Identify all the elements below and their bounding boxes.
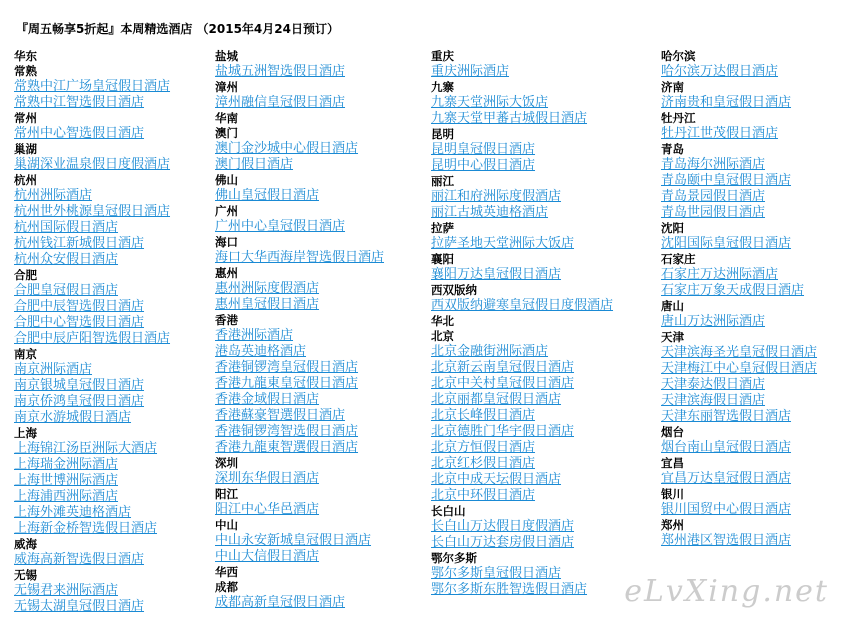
hotel-link[interactable]: 重庆洲际酒店 [431,64,510,79]
hotel-link[interactable]: 石家庄万象天成假日酒店 [661,283,805,298]
hotel-link[interactable]: 北京新云南皇冠假日酒店 [431,360,575,375]
hotel-link[interactable]: 北京金融街洲际酒店 [431,344,549,359]
hotel-link[interactable]: 常州中心智选假日酒店 [14,126,145,141]
hotel-link[interactable]: 成都高新皇冠假日酒店 [215,595,346,610]
hotel-link[interactable]: 杭州钱江新城假日酒店 [14,236,145,251]
city-heading: 澳门 [215,126,238,140]
region-heading: 华南 [215,111,238,125]
city-heading: 襄阳 [431,252,454,266]
hotel-link[interactable]: 澳门金沙城中心假日酒店 [215,141,359,156]
hotel-link[interactable]: 巢湖深业温泉假日度假酒店 [14,157,171,172]
hotel-link[interactable]: 青岛海尔洲际酒店 [661,157,766,172]
hotel-link[interactable]: 惠州洲际度假酒店 [215,281,320,296]
hotel-link[interactable]: 西双版纳避寒皇冠假日度假酒店 [431,298,614,313]
hotel-link[interactable]: 北京方恒假日酒店 [431,440,536,455]
hotel-link[interactable]: 深圳东华假日酒店 [215,471,320,486]
hotel-link[interactable]: 杭州世外桃源皇冠假日酒店 [14,204,171,219]
hotel-link[interactable]: 香港金域假日酒店 [215,392,320,407]
city-heading: 上海 [14,426,37,440]
hotel-link[interactable]: 佛山皇冠假日酒店 [215,188,320,203]
hotel-link[interactable]: 哈尔滨万达假日酒店 [661,64,779,79]
city-heading: 无锡 [14,568,37,582]
hotel-link[interactable]: 香港铜锣湾皇冠假日酒店 [215,360,359,375]
city-heading: 重庆 [431,49,454,63]
city-heading: 沈阳 [661,221,684,235]
hotel-link[interactable]: 澳门假日酒店 [215,157,294,172]
hotel-link[interactable]: 鄂尔多斯东胜智选假日酒店 [431,582,588,597]
hotel-link[interactable]: 济南贵和皇冠假日酒店 [661,95,792,110]
city-heading: 惠州 [215,266,238,280]
column-3 [431,49,646,598]
hotel-link[interactable]: 昆明皇冠假日酒店 [431,142,536,157]
hotel-link[interactable]: 昆明中心假日酒店 [431,158,536,173]
city-heading: 北京 [431,329,454,343]
city-heading: 常熟 [14,64,37,78]
hotel-link[interactable]: 天津滨海假日酒店 [661,393,766,408]
hotel-link[interactable]: 丽江古城英迪格酒店 [431,205,549,220]
hotel-link[interactable]: 常熟中江智选假日酒店 [14,95,145,110]
city-heading: 西双版纳 [431,283,477,297]
city-heading: 海口 [215,235,238,249]
watermark: eLvXing.net [624,574,829,609]
city-heading: 盐城 [215,49,238,63]
hotel-link[interactable]: 杭州众安假日酒店 [14,252,119,267]
hotel-link[interactable]: 银川国贸中心假日酒店 [661,502,792,517]
hotel-link[interactable]: 天津梅江中心皇冠假日酒店 [661,361,818,376]
hotel-link[interactable]: 南京银城皇冠假日酒店 [14,378,145,393]
city-heading: 合肥 [14,268,37,282]
hotel-link[interactable]: 香港九龍東智選假日酒店 [215,440,359,455]
city-heading: 哈尔滨 [661,49,696,63]
hotel-link[interactable]: 惠州皇冠假日酒店 [215,297,320,312]
hotel-link[interactable]: 石家庄万达洲际酒店 [661,267,779,282]
hotel-link[interactable]: 烟台南山皇冠假日酒店 [661,440,792,455]
hotel-link[interactable]: 杭州洲际酒店 [14,188,93,203]
hotel-link[interactable]: 上海锦江汤臣洲际大酒店 [14,441,158,456]
hotel-link[interactable]: 漳州融信皇冠假日酒店 [215,95,346,110]
hotel-link[interactable]: 九寨天堂洲际大饭店 [431,95,549,110]
hotel-link[interactable]: 无锡太湖皇冠假日酒店 [14,599,145,614]
hotel-link[interactable]: 南京水游城假日酒店 [14,410,132,425]
city-heading: 郑州 [661,518,684,532]
hotel-link[interactable]: 北京中成天坛假日酒店 [431,472,562,487]
hotel-link[interactable]: 南京洲际酒店 [14,362,93,377]
city-heading: 广州 [215,204,238,218]
hotel-link[interactable]: 上海新金桥智选假日酒店 [14,521,158,536]
hotel-link[interactable]: 合肥中辰庐阳智选假日酒店 [14,331,171,346]
city-heading: 长白山 [431,504,466,518]
hotel-link[interactable]: 常熟中江广场皇冠假日酒店 [14,79,171,94]
hotel-link[interactable]: 上海浦西洲际酒店 [14,489,119,504]
hotel-link[interactable]: 长白山万达假日度假酒店 [431,519,575,534]
hotel-link[interactable]: 九寨天堂甲蕃古城假日酒店 [431,111,588,126]
hotel-link[interactable]: 丽江和府洲际度假酒店 [431,189,562,204]
city-heading: 昆明 [431,127,454,141]
city-heading: 丽江 [431,174,454,188]
region-heading: 华西 [215,565,238,579]
city-heading: 阳江 [215,487,238,501]
region-heading: 华北 [431,314,454,328]
city-heading: 威海 [14,537,37,551]
city-heading: 巢湖 [14,142,37,156]
city-heading: 宜昌 [661,456,684,470]
hotel-link[interactable]: 香港九龍東皇冠假日酒店 [215,376,359,391]
hotel-link[interactable]: 宜昌万达皇冠假日酒店 [661,471,792,486]
city-heading: 牡丹江 [661,111,696,125]
column-2 [215,49,430,611]
hotel-link[interactable]: 杭州国际假日酒店 [14,220,119,235]
hotel-link[interactable]: 北京红杉假日酒店 [431,456,536,471]
hotel-link[interactable]: 港岛英迪格酒店 [215,344,307,359]
hotel-link[interactable]: 沈阳国际皇冠假日酒店 [661,236,792,251]
hotel-link[interactable]: 青岛世园假日酒店 [661,205,766,220]
city-heading: 烟台 [661,425,684,439]
hotel-link[interactable]: 香港洲际酒店 [215,328,294,343]
hotel-link[interactable]: 无锡君来洲际酒店 [14,583,119,598]
hotel-link[interactable]: 上海世博洲际酒店 [14,473,119,488]
city-heading: 漳州 [215,80,238,94]
hotel-link[interactable]: 北京丽都皇冠假日酒店 [431,392,562,407]
hotel-link[interactable]: 海口大华西海岸智选假日酒店 [215,250,385,265]
hotel-link[interactable]: 襄阳万达皇冠假日酒店 [431,267,562,282]
hotel-link[interactable]: 上海瑞金洲际酒店 [14,457,119,472]
hotel-link[interactable]: 天津东丽智选假日酒店 [661,409,792,424]
city-heading: 银川 [661,487,684,501]
hotel-link[interactable]: 广州中心皇冠假日酒店 [215,219,346,234]
city-heading: 深圳 [215,456,238,470]
city-heading: 常州 [14,111,37,125]
hotel-link[interactable]: 香港铜锣湾智选假日酒店 [215,424,359,439]
hotel-link[interactable]: 合肥中辰智选假日酒店 [14,299,145,314]
city-heading: 成都 [215,580,238,594]
city-heading: 鄂尔多斯 [431,551,477,565]
region-heading: 华东 [14,49,37,63]
city-heading: 九寨 [431,80,454,94]
hotel-link[interactable]: 郑州港区智选假日酒店 [661,533,792,548]
column-1 [14,49,229,615]
hotel-link[interactable]: 南京侨鸿皇冠假日酒店 [14,394,145,409]
hotel-link[interactable]: 合肥皇冠假日酒店 [14,283,119,298]
hotel-link[interactable]: 中山大信假日酒店 [215,549,320,564]
hotel-link[interactable]: 天津泰达假日酒店 [661,377,766,392]
hotel-link[interactable]: 唐山万达洲际酒店 [661,314,766,329]
hotel-link[interactable]: 拉萨圣地天堂洲际大饭店 [431,236,575,251]
city-heading: 天津 [661,330,684,344]
city-heading: 杭州 [14,173,37,187]
hotel-link[interactable]: 牡丹江世茂假日酒店 [661,126,779,141]
hotel-link[interactable]: 北京长峰假日酒店 [431,408,536,423]
hotel-link[interactable]: 上海外滩英迪格酒店 [14,505,132,520]
page-title: 『周五畅享5折起』本周精选酒店 （2015年4月24日预订） [16,22,339,36]
city-heading: 佛山 [215,173,238,187]
hotel-link[interactable]: 香港蘇豪智選假日酒店 [215,408,346,423]
city-heading: 中山 [215,518,238,532]
hotel-link[interactable]: 北京中关村皇冠假日酒店 [431,376,575,391]
hotel-link[interactable]: 北京德胜门华宇假日酒店 [431,424,575,439]
hotel-link[interactable]: 北京中环假日酒店 [431,488,536,503]
city-heading: 香港 [215,313,238,327]
hotel-link[interactable]: 阳江中心华邑酒店 [215,502,320,517]
city-heading: 青岛 [661,142,684,156]
city-heading: 拉萨 [431,221,454,235]
hotel-link[interactable]: 青岛颐中皇冠假日酒店 [661,173,792,188]
column-4 [661,49,853,549]
hotel-link[interactable]: 青岛景园假日酒店 [661,189,766,204]
hotel-link[interactable]: 合肥中心智选假日酒店 [14,315,145,330]
hotel-link[interactable]: 盐城五洲智选假日酒店 [215,64,346,79]
city-heading: 唐山 [661,299,684,313]
hotel-link[interactable]: 长白山万达套房假日酒店 [431,535,575,550]
hotel-link[interactable]: 天津滨海圣光皇冠假日酒店 [661,345,818,360]
hotel-link[interactable]: 中山永安新城皇冠假日酒店 [215,533,372,548]
hotel-link[interactable]: 威海高新智选假日酒店 [14,552,145,567]
hotel-link[interactable]: 鄂尔多斯皇冠假日酒店 [431,566,562,581]
city-heading: 石家庄 [661,252,696,266]
city-heading: 济南 [661,80,684,94]
city-heading: 南京 [14,347,37,361]
